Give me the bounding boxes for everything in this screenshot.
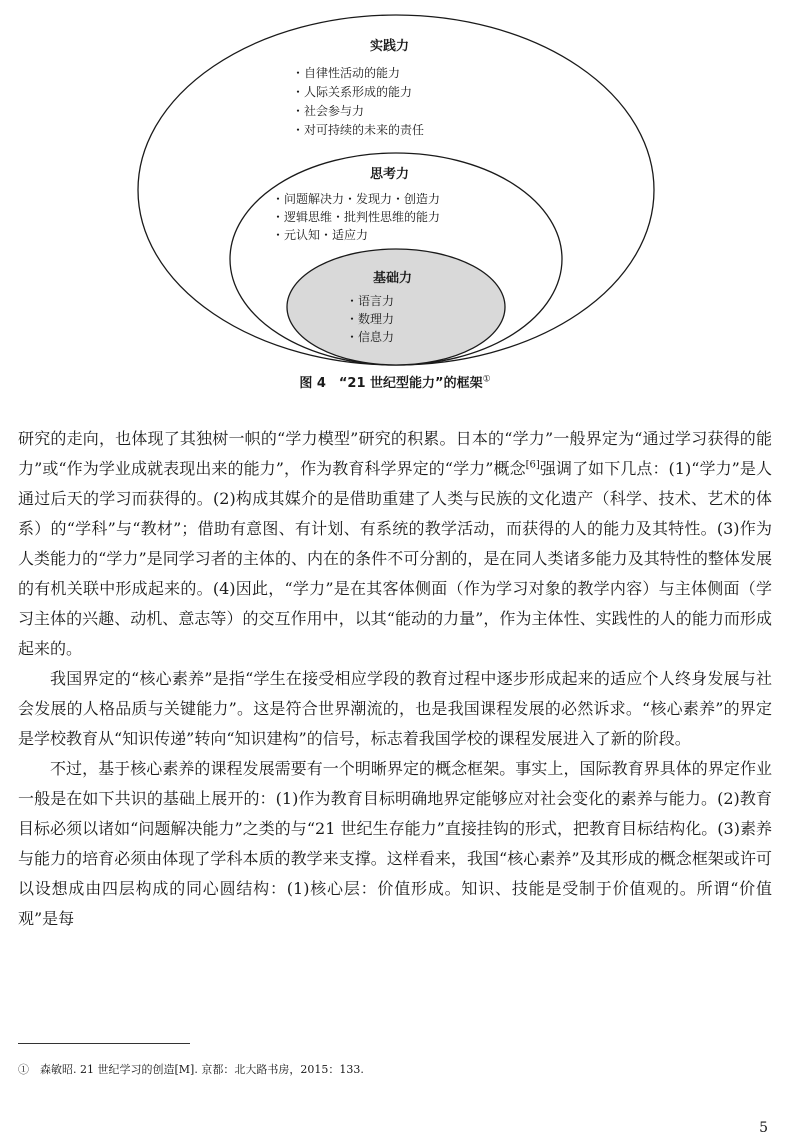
outer-item: ・自律性活动的能力 [292, 66, 401, 80]
footnote-divider [18, 1043, 190, 1044]
concentric-circles-figure [0, 0, 790, 400]
paragraph-2: 我国界定的“核心素养”是指“学生在接受相应学段的教育过程中逐步形成起来的适应个人终身发展与社会发展的人格品质与关键能力”。这是符合世界潮流的，也是我国课程发展的必然诉求。“核心素养”的界定是学校教育从“知识传递”转向“知识建构”的信号，标志着我国学校的课程发展进入了新的阶段。 [18, 669, 772, 748]
outer-item: ・人际关系形成的能力 [292, 85, 413, 99]
inner-circle [287, 249, 505, 365]
paragraph-3: 不过，基于核心素养的课程发展需要有一个明晰界定的概念框架。事实上，国际教育界具体的界定作业一般是在如下共识的基础上展开的：(1)作为教育目标明确地界定能够应对社会变化的素养与能力。(2)教育目标必须以诸如“问题解决能力”之类的与“21 世纪生存能力”直接挂钩的形式，把教育目标结构化。(3)素养与能力的培育必须由体现了学科本质的教学来支撑。这样看来，我国“核心素养”及其形成的概念框架或许可以设想成由四层构成的同心圆结构：(1)核心层：价值形成。知识、技能是受制于价值观的。所谓“价值观”是每 [18, 759, 772, 928]
paragraph-1 [18, 424, 772, 664]
inner-item: ・数理力 [346, 312, 395, 326]
inner-item: ・信息力 [346, 330, 395, 344]
inner-circle-title: 基础力 [373, 271, 413, 286]
middle-item: ・问题解决力・发现力・创造力 [272, 192, 441, 206]
page-number: 5 [759, 1120, 768, 1136]
figure-caption-footnote-marker[interactable]: ① [482, 374, 491, 385]
body-text [18, 424, 772, 934]
outer-circle-title: 实践力 [370, 39, 410, 54]
paragraph-1-rest: 强调了如下几点：(1)“学力”是人通过后天的学习而获得的。(2)构成其媒介的是借助重建了人类与民族的文化遗产（科学、技术、艺术的体系）的“学科”与“教材”；借助有意图、有计划、有系统的教学活动，而获得的人的能力及其特性。(3)作为人类能力的“学力”是同学习者的主体的、内在的条件不可分割的，是在同人类诸多能力及其特性的整体发展的有机关联中形成起来的。(4)因此，“学力”是在其客体侧面（作为学习对象的教学内容）与主体侧面（学习主体的兴趣、动机、意志等）的交互作用中，以其“能动的力量”，作为主体性、实践性的人的能力而形成起来的。 [18, 459, 772, 658]
footnote: ① 森敏昭. 21 世纪学习的创造[M]. 京都：北大路书房，2015：133. [18, 1063, 364, 1076]
middle-item: ・元认知・适应力 [272, 228, 369, 242]
middle-circle-title: 思考力 [370, 167, 410, 182]
paragraph-1-lead: 研究的走向，也体现了其独树一帜的“学力模型”研究的积累。日本的“学力”一般界定为“通过学习获得的能力”或“作为学业成就表现出来的能力”，作为教育科学界定的“学力”概念 [18, 429, 772, 478]
outer-item: ・对可持续的未来的责任 [292, 123, 425, 137]
citation-ref[interactable]: [6] [525, 459, 540, 471]
figure-caption-text: 图 4 “21 世纪型能力”的框架 [299, 376, 483, 391]
outer-item: ・社会参与力 [292, 104, 365, 118]
inner-item: ・语言力 [346, 294, 395, 308]
middle-item: ・逻辑思维・批判性思维的能力 [272, 210, 441, 224]
figure-caption [0, 372, 790, 391]
